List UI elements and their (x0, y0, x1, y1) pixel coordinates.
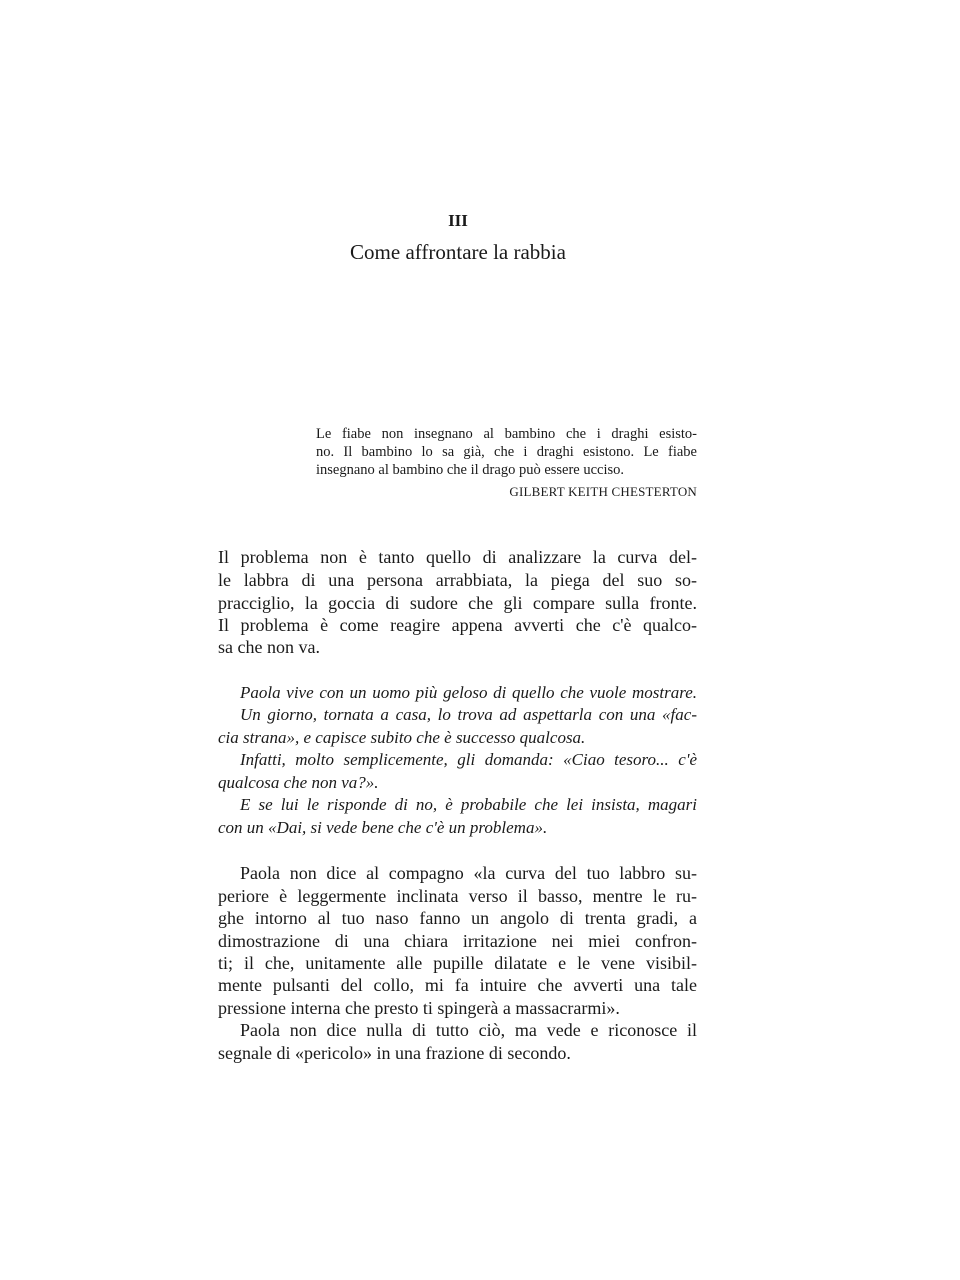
text-line: le labbra di una persona arrabbiata, la piega del suo so- (218, 570, 697, 590)
text-line: sa che non va. (218, 637, 320, 657)
text-line: ghe intorno al tuo naso fanno un angolo di trenta gradi, a (218, 908, 697, 928)
text-line: Paola non dice al compagno «la curva del tuo labbro su- (240, 863, 697, 883)
text-line: mente pulsanti del collo, mi fa intuire che avverti una tale (218, 975, 697, 995)
text-line: Il problema è come reagire appena avverti che c'è qualco- (218, 615, 697, 635)
example-line: qualcosa che non va?». (218, 773, 379, 792)
example-line: cia strana», e capisce subito che è successo qualcosa. (218, 728, 586, 747)
chapter-number: III (448, 211, 468, 230)
example-line: E se lui le risponde di no, è probabile che lei insista, magari (240, 795, 697, 814)
epigraph-author: GILBERT KEITH CHESTERTON (509, 484, 697, 499)
example-line: Paola vive con un uomo più geloso di quello che vuole mostrare. (240, 683, 697, 702)
example-line: con un «Dai, si vede bene che c'è un problema». (218, 818, 548, 837)
chapter-title: Come affrontare la rabbia (350, 240, 566, 264)
text-line: ti; il che, unitamente alle pupille dilatate e le vene visibil- (218, 953, 697, 973)
example-line: Infatti, molto semplicemente, gli domanda: «Ciao tesoro... c'è (240, 750, 697, 769)
epigraph-line: Le fiabe non insegnano al bambino che i draghi esisto- (316, 426, 697, 442)
epigraph-line: no. Il bambino lo sa già, che i draghi esistono. Le fiabe (316, 444, 697, 460)
text-line: pracciglio, la goccia di sudore che gli compare sulla fronte. (218, 593, 697, 613)
text-line: Il problema non è tanto quello di analizzare la curva del- (218, 547, 697, 567)
text-line: Paola non dice nulla di tutto ciò, ma vede e riconosce il (240, 1020, 697, 1040)
text-line: pressione interna che presto ti spingerà a massacrarmi». (218, 998, 620, 1018)
example-line: Un giorno, tornata a casa, lo trova ad aspettarla con una «fac- (240, 705, 697, 724)
text-line: segnale di «pericolo» in una frazione di secondo. (218, 1043, 571, 1063)
text-line: periore è leggermente inclinata verso il basso, mentre le ru- (218, 886, 697, 906)
epigraph-line: insegnano al bambino che il drago può essere ucciso. (316, 462, 625, 478)
text-line: dimostrazione di una chiara irritazione nei miei confron- (218, 931, 697, 951)
